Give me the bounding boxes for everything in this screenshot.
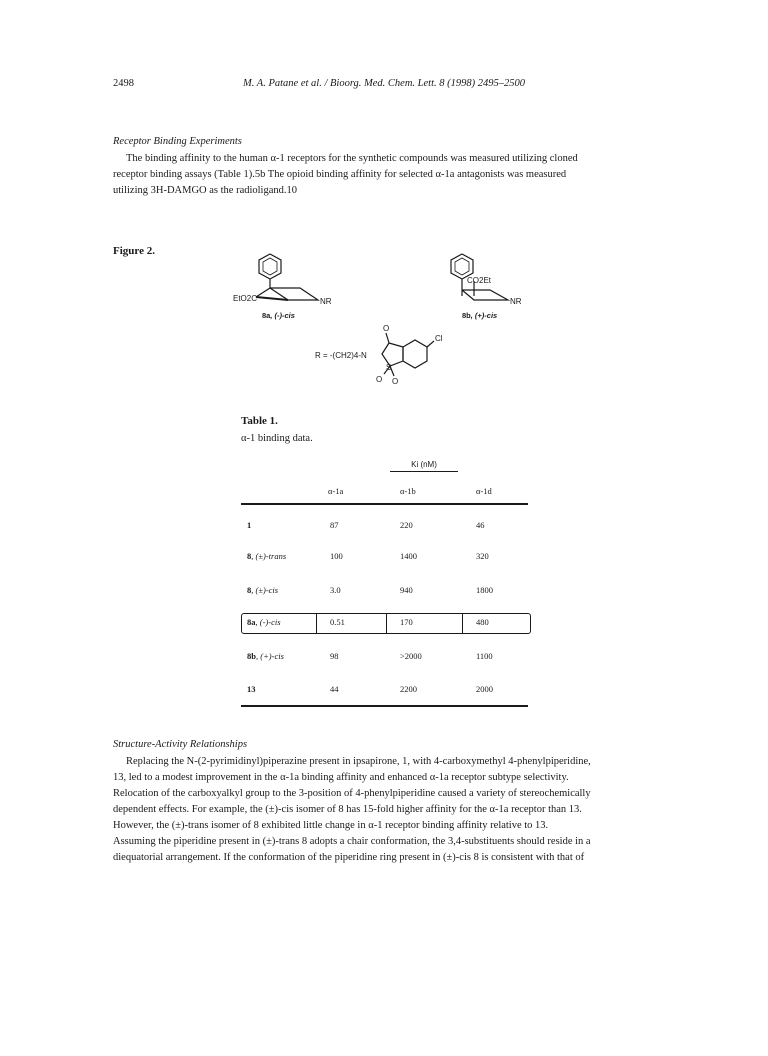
atom-oxygen-carbonyl: O [383,324,390,333]
benzo-ring [403,340,427,368]
r-definition: R = -(CH2)4-N [315,351,367,360]
value-alpha-1a: 44 [330,684,339,694]
table-row [0,651,768,665]
running-head: M. A. Patane et al. / Bioorg. Med. Chem. Lett. 8 (1998) 2495–2500 [242,78,525,89]
value-alpha-1a: 0.51 [330,617,345,627]
paragraph-sar [113,754,655,866]
value-alpha-1d: 1800 [476,585,493,595]
atom-oxygen-sulfonyl: O [376,375,383,384]
value-alpha-1b: 220 [400,520,413,530]
table-row [0,520,768,534]
structure-8a [233,254,332,306]
atom-sulfur: S [386,363,392,372]
compound-cell: 13 [247,684,256,694]
value-alpha-1d: 320 [476,551,489,561]
ki-header: Ki (nM) [390,460,458,472]
table-row-highlighted [0,617,768,631]
value-alpha-1b: 1400 [400,551,417,561]
structure-label-8b: 8b, (+)-cis [462,311,498,320]
substituent-esters: EtO2C [233,294,258,303]
value-alpha-1a: 100 [330,551,343,561]
bond [256,288,270,297]
value-alpha-1d: 480 [476,617,489,627]
table-caption: α-1 binding data. [241,433,313,444]
table-row [0,551,768,565]
chloro-bond [427,341,434,347]
text-line: Relocation of the carboxyalkyl group to the 3-position of 4-phenylpiperidine caused a variety of stereochemically [113,788,591,799]
column-header-alpha-1a: α-1a [328,486,344,496]
value-alpha-1b: 170 [400,617,413,627]
compound-cell: 8a, (-)-cis [247,617,281,627]
text-line: 13, led to a modest improvement in the α-1a binding affinity and enhanced α-1a receptor subtype selectivity. [113,772,569,783]
table-bottom-rule [241,705,528,707]
compound-cell: 1 [247,520,252,530]
text-line: The binding affinity to the human α-1 receptors for the synthetic compounds was measured utilizing cloned [126,153,578,164]
structure-label-8a: 8a, (-)-cis [262,311,295,320]
section-heading-receptor-binding: Receptor Binding Experiments [113,136,242,147]
value-alpha-1b: 940 [400,585,413,595]
value-alpha-1a: 87 [330,520,339,530]
phenyl-ring-inner [455,258,469,275]
carbonyl-bond [386,333,389,343]
value-alpha-1d: 1100 [476,651,493,661]
text-line: However, the (±)-trans isomer of 8 exhibited little change in α-1 receptor binding affinity relative to 13. [113,820,549,831]
column-header-alpha-1b: α-1b [400,486,416,496]
atom-chlorine: Cl [435,334,443,343]
piperidine-ring [462,290,508,300]
page-number: 2498 [113,78,134,89]
column-header-alpha-1d: α-1d [476,486,492,496]
text-line: Replacing the N-(2-pyrimidinyl)piperazine present in ipsapirone, 1, with 4-carboxymethyl 4-phenylpiperidine, [126,756,591,767]
table-row [0,684,768,698]
table-label: Table 1. [241,415,278,427]
figure-label: Figure 2. [113,245,155,257]
text-line: receptor binding assays (Table 1).5b The opioid binding affinity for selected α-1a antagonists was measured [113,169,567,180]
section-heading-sar: Structure-Activity Relationships [113,739,248,750]
chemical-structures [0,0,768,420]
value-alpha-1b: >2000 [400,651,422,661]
text-line: utilizing 3H-DAMGO as the radioligand.10 [113,185,298,196]
substituent-ester: CO2Et [467,276,492,285]
table-row [0,585,768,599]
table-top-rule [241,503,528,505]
atom-oxygen-sulfonyl: O [392,377,399,386]
text-line: Assuming the piperidine present in (±)-trans 8 adopts a chair conformation, the 3,4-substituents should reside in a [113,836,591,847]
phenyl-ring-inner [263,258,277,275]
value-alpha-1b: 2200 [400,684,417,694]
nr-label: NR [320,297,332,306]
nr-label: NR [510,297,522,306]
text-line: diequatorial arrangement. If the conformation of the piperidine ring present in (±)-cis 8 is consistent with that of [113,852,585,863]
compound-cell: 8, (±)-cis [247,585,279,595]
compound-cell: 8b, (+)-cis [247,651,284,661]
value-alpha-1a: 98 [330,651,339,661]
value-alpha-1d: 2000 [476,684,493,694]
r-group-structure [315,324,443,386]
value-alpha-1d: 46 [476,520,485,530]
structure-8b [451,254,522,306]
value-alpha-1a: 3.0 [330,585,341,595]
compound-cell: 8, (±)-trans [247,551,287,561]
text-line: dependent effects. For example, the (±)-cis isomer of 8 has 15-fold higher affinity for the α-1a receptor than 13. [113,804,582,815]
